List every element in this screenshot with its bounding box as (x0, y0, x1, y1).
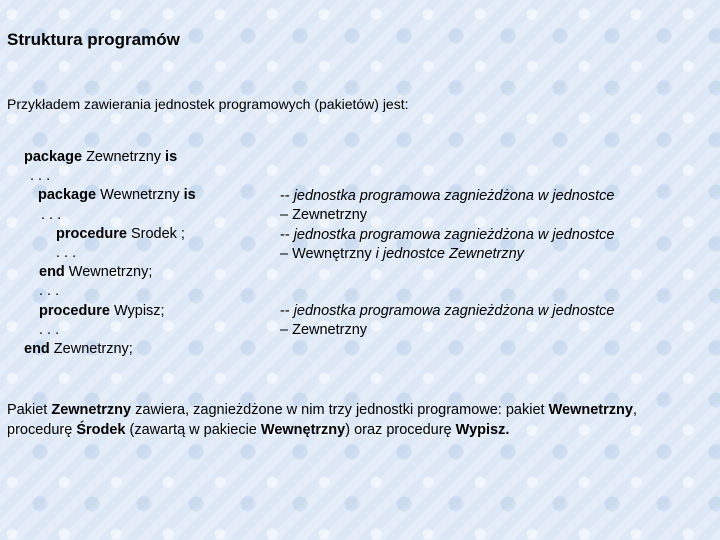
summary-line: procedurę Środek (zawartą w pakiecie Wewnętrzny) oraz procedurę Wypisz. (7, 422, 510, 438)
code-line: . . . (39, 283, 60, 300)
code-line: . . . (39, 321, 60, 338)
comment-line: – Zewnetrzny (280, 207, 368, 224)
code-block (24, 148, 196, 359)
code-line: procedure Srodek ; (56, 225, 185, 242)
comment-line: -- jednostka programowa zagnieżdżona w jednostce (280, 303, 615, 319)
summary-line: Pakiet Zewnetrzny zawiera, zagnieżdżone w nim trzy jednostki programowe: pakiet Wewnetrzny, (7, 402, 637, 418)
comment-line: – Wewnętrzny i jednostce Zewnetrzny (280, 246, 524, 263)
intro-text: Przykładem zawierania jednostek programowych (pakietów) jest: (7, 96, 409, 112)
comment-line: -- jednostka programowa zagnieżdżona w jednostce (280, 188, 615, 204)
code-line: end Wewnetrzny; (39, 264, 153, 281)
code-line: . . . (56, 245, 77, 262)
comment-line: – Zewnetrzny (280, 322, 368, 339)
summary-paragraph (7, 400, 637, 440)
comment-group-2 (280, 302, 615, 341)
code-line: . . . (30, 168, 51, 185)
code-line: package Zewnetrzny is (24, 149, 178, 165)
code-line: end Zewnetrzny; (24, 341, 133, 358)
slide-title: Struktura programów (7, 30, 180, 49)
comment-group-1 (280, 187, 615, 265)
code-line: procedure Wypisz; (39, 302, 165, 319)
comment-line: -- jednostka programowa zagnieżdżona w jednostce (280, 226, 615, 243)
code-line: package Wewnetrzny is (38, 187, 196, 204)
code-line: . . . (41, 206, 62, 223)
